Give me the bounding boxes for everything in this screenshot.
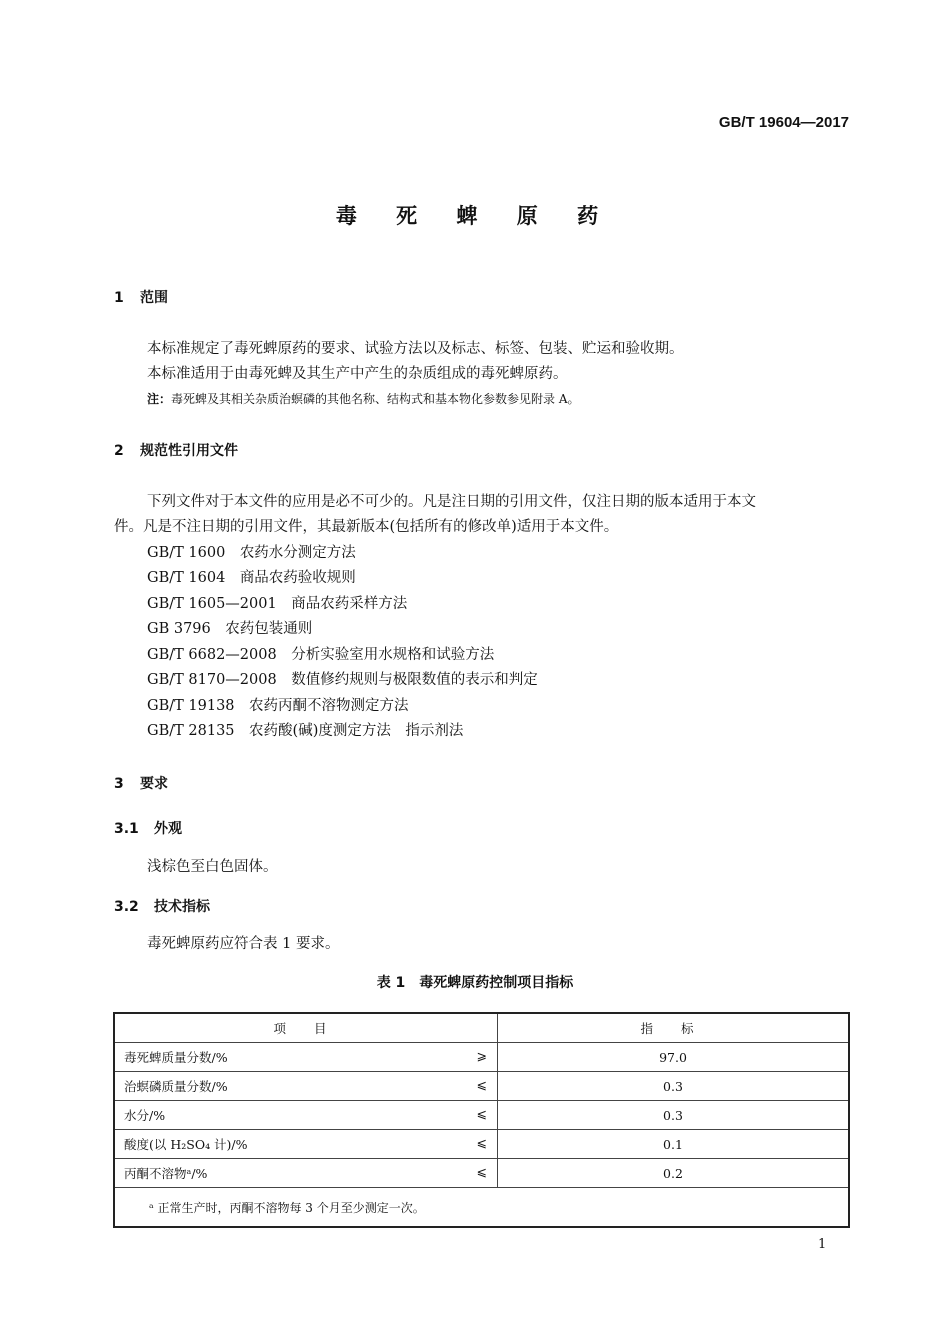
table-caption: 表 1 毒死蜱原药控制项目指标 [376, 975, 574, 991]
table-row [114, 1043, 849, 1072]
section-title: 外观 [154, 821, 182, 837]
table-footnote: ᵃ 正常生产时，丙酮不溶物每 3 个月至少测定一次。 [114, 1188, 849, 1228]
reference-code: GB/T 19138 [147, 698, 235, 714]
section-number: 3.2 [114, 899, 139, 915]
note-text: 毒死蜱及其相关杂质治螟磷的其他名称、结构式和基本物化参数参见附录 A。 [171, 392, 580, 406]
item-cell [114, 1130, 498, 1159]
reference-code: GB/T 6682—2008 [147, 647, 277, 663]
relation-symbol: ⩽ [476, 1135, 487, 1150]
scope-paragraph-2: 本标准适用于由毒死蜱及其生产中产生的杂质组成的毒死蜱原药。 [147, 366, 568, 382]
note-label: 注： [147, 392, 172, 406]
reference-item [147, 719, 463, 740]
table-row [114, 1130, 849, 1159]
normative-intro-line-2: 件。凡是不注日期的引用文件，其最新版本(包括所有的修改单)适用于本文件。 [114, 519, 619, 535]
section-number: 3 [114, 776, 124, 792]
spec-table [113, 1012, 850, 1228]
section-3-1-heading [114, 818, 182, 838]
reference-code: GB/T 1600 [147, 545, 226, 561]
value-cell: 97.0 [498, 1043, 850, 1072]
section-3-2-heading [114, 896, 210, 916]
value-cell: 0.2 [498, 1159, 850, 1188]
reference-item [147, 643, 494, 664]
reference-title: 农药酸(碱)度测定方法 指示剂法 [249, 723, 464, 739]
reference-item [147, 668, 538, 689]
reference-item [147, 541, 356, 562]
tech-text: 毒死蜱原药应符合表 1 要求。 [147, 936, 340, 952]
reference-code: GB/T 8170—2008 [147, 672, 277, 688]
standard-code: GB/T 19604—2017 [718, 114, 849, 131]
section-number: 3.1 [114, 821, 139, 837]
reference-code: GB/T 1605—2001 [147, 596, 277, 612]
reference-title: 农药水分测定方法 [239, 545, 356, 561]
item-label: 毒死蜱质量分数/% [124, 1050, 228, 1065]
relation-symbol: ⩾ [476, 1048, 487, 1063]
item-cell [114, 1159, 498, 1188]
table-footnote-row [114, 1188, 849, 1228]
item-label: 治螟磷质量分数/% [124, 1079, 228, 1094]
relation-symbol: ⩽ [476, 1106, 487, 1121]
reference-item [147, 617, 312, 638]
item-cell [114, 1101, 498, 1130]
scope-paragraph-1: 本标准规定了毒死蜱原药的要求、试验方法以及标志、标签、包装、贮运和验收期。 [147, 341, 684, 357]
table-header-row [114, 1013, 849, 1043]
section-2-heading [114, 440, 238, 460]
scope-note [147, 390, 580, 407]
appearance-text: 浅棕色至白色固体。 [147, 859, 278, 875]
reference-title: 数值修约规则与极限数值的表示和判定 [291, 672, 538, 688]
value-cell: 0.3 [498, 1072, 850, 1101]
document-title: 毒 死 蜱 原 药 [335, 204, 615, 228]
section-3-heading [114, 773, 168, 793]
item-label: 水分/% [124, 1108, 166, 1123]
reference-code: GB 3796 [147, 621, 211, 637]
item-label: 丙酮不溶物ᵃ/% [124, 1166, 208, 1181]
column-header-value: 指 标 [498, 1013, 850, 1043]
reference-code: GB/T 28135 [147, 723, 235, 739]
relation-symbol: ⩽ [476, 1077, 487, 1092]
table-row [114, 1101, 849, 1130]
reference-title: 农药丙酮不溶物测定方法 [249, 698, 409, 714]
reference-item [147, 566, 356, 587]
relation-symbol: ⩽ [476, 1164, 487, 1179]
reference-item [147, 694, 409, 715]
reference-title: 农药包装通则 [225, 621, 313, 637]
reference-title: 商品农药验收规则 [239, 570, 356, 586]
section-number: 1 [114, 290, 124, 306]
section-number: 2 [114, 443, 124, 459]
section-title: 范围 [140, 290, 168, 306]
section-title: 规范性引用文件 [140, 443, 238, 459]
table-row [114, 1159, 849, 1188]
section-1-heading [114, 287, 168, 307]
reference-item [147, 592, 407, 613]
table-row [114, 1072, 849, 1101]
value-cell: 0.3 [498, 1101, 850, 1130]
normative-intro-line-1: 下列文件对于本文件的应用是必不可少的。凡是注日期的引用文件，仅注日期的版本适用于本文 [147, 494, 756, 510]
reference-code: GB/T 1604 [147, 570, 226, 586]
reference-title: 商品农药采样方法 [291, 596, 408, 612]
item-cell [114, 1043, 498, 1072]
value-cell: 0.1 [498, 1130, 850, 1159]
reference-title: 分析实验室用水规格和试验方法 [291, 647, 495, 663]
column-header-item: 项 目 [114, 1013, 498, 1043]
page-number: 1 [818, 1237, 827, 1252]
item-cell [114, 1072, 498, 1101]
item-label: 酸度(以 H₂SO₄ 计)/% [124, 1137, 248, 1152]
section-title: 技术指标 [154, 899, 210, 915]
section-title: 要求 [140, 776, 168, 792]
